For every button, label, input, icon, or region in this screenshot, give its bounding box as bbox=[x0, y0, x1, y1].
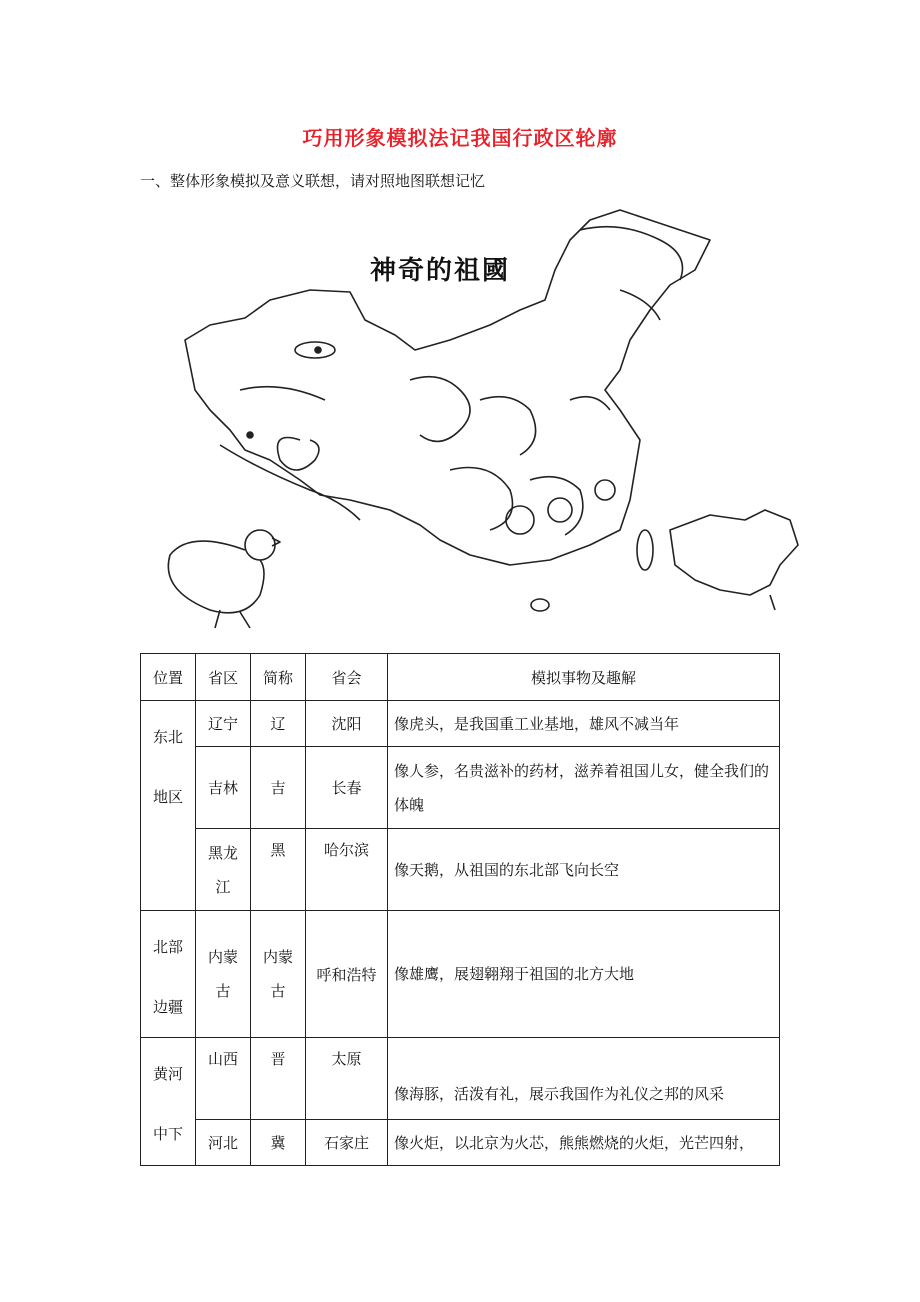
desc-cell: 像人参，名贵滋补的药材，滋养着祖国儿女，健全我们的体魄 bbox=[388, 747, 780, 829]
header-cell: 位置 bbox=[141, 654, 196, 701]
abbr-cell: 黑 bbox=[251, 829, 306, 911]
province-cell: 黑龙江 bbox=[196, 829, 251, 911]
table-row bbox=[141, 829, 780, 911]
capital-cell: 石家庄 bbox=[306, 1120, 388, 1166]
capital-cell: 沈阳 bbox=[306, 701, 388, 747]
abbr-cell: 内蒙古 bbox=[251, 911, 306, 1038]
region-line: 边疆 bbox=[152, 998, 183, 1016]
abbr-cell: 晋 bbox=[251, 1038, 306, 1120]
header-cell: 模拟事物及趣解 bbox=[388, 654, 780, 701]
page-title: 巧用形象模拟法记我国行政区轮廓 bbox=[302, 126, 618, 150]
desc-cell: 像雄鹰，展翅翱翔于祖国的北方大地 bbox=[388, 911, 780, 1038]
header-cell: 省会 bbox=[306, 654, 388, 701]
section-intro: 一、整体形象模拟及意义联想，请对照地图联想记忆 bbox=[140, 172, 486, 190]
region-line: 地区 bbox=[152, 788, 183, 806]
region-cell bbox=[141, 911, 196, 1038]
desc-cell: 像天鹅，从祖国的东北部飞向长空 bbox=[388, 829, 780, 911]
desc-cell: 像海豚，活泼有礼，展示我国作为礼仪之邦的风采 bbox=[388, 1038, 780, 1120]
abbr-cell: 辽 bbox=[251, 701, 306, 747]
region-line: 北部 bbox=[152, 938, 183, 956]
region-cell bbox=[141, 701, 196, 911]
capital-cell: 呼和浩特 bbox=[306, 911, 388, 1038]
capital-cell: 长春 bbox=[306, 747, 388, 829]
desc-cell: 像虎头，是我国重工业基地，雄风不减当年 bbox=[388, 701, 780, 747]
desc-cell: 像火炬，以北京为火芯，熊熊燃烧的火炬，光芒四射， bbox=[388, 1120, 780, 1166]
province-table bbox=[140, 653, 780, 1166]
header-cell: 省区 bbox=[196, 654, 251, 701]
table-row bbox=[141, 1120, 780, 1166]
province-cell: 吉林 bbox=[196, 747, 251, 829]
region-line: 东北 bbox=[152, 728, 183, 746]
map-caption: 神奇的祖國 bbox=[370, 256, 511, 286]
province-cell: 河北 bbox=[196, 1120, 251, 1166]
table-header-row bbox=[141, 654, 780, 701]
table-row bbox=[141, 1038, 780, 1120]
region-line: 黄河 bbox=[152, 1065, 183, 1083]
table-row bbox=[141, 701, 780, 747]
region-line: 中下 bbox=[152, 1125, 183, 1143]
abbr-cell: 吉 bbox=[251, 747, 306, 829]
province-cell: 辽宁 bbox=[196, 701, 251, 747]
province-cell: 山西 bbox=[196, 1038, 251, 1120]
table-row bbox=[141, 911, 780, 1038]
capital-cell: 哈尔滨 bbox=[306, 829, 388, 911]
header-cell: 简称 bbox=[251, 654, 306, 701]
capital-cell: 太原 bbox=[306, 1038, 388, 1120]
region-cell bbox=[141, 1038, 196, 1166]
table-row bbox=[141, 747, 780, 829]
abbr-cell: 冀 bbox=[251, 1120, 306, 1166]
province-cell: 内蒙古 bbox=[196, 911, 251, 1038]
